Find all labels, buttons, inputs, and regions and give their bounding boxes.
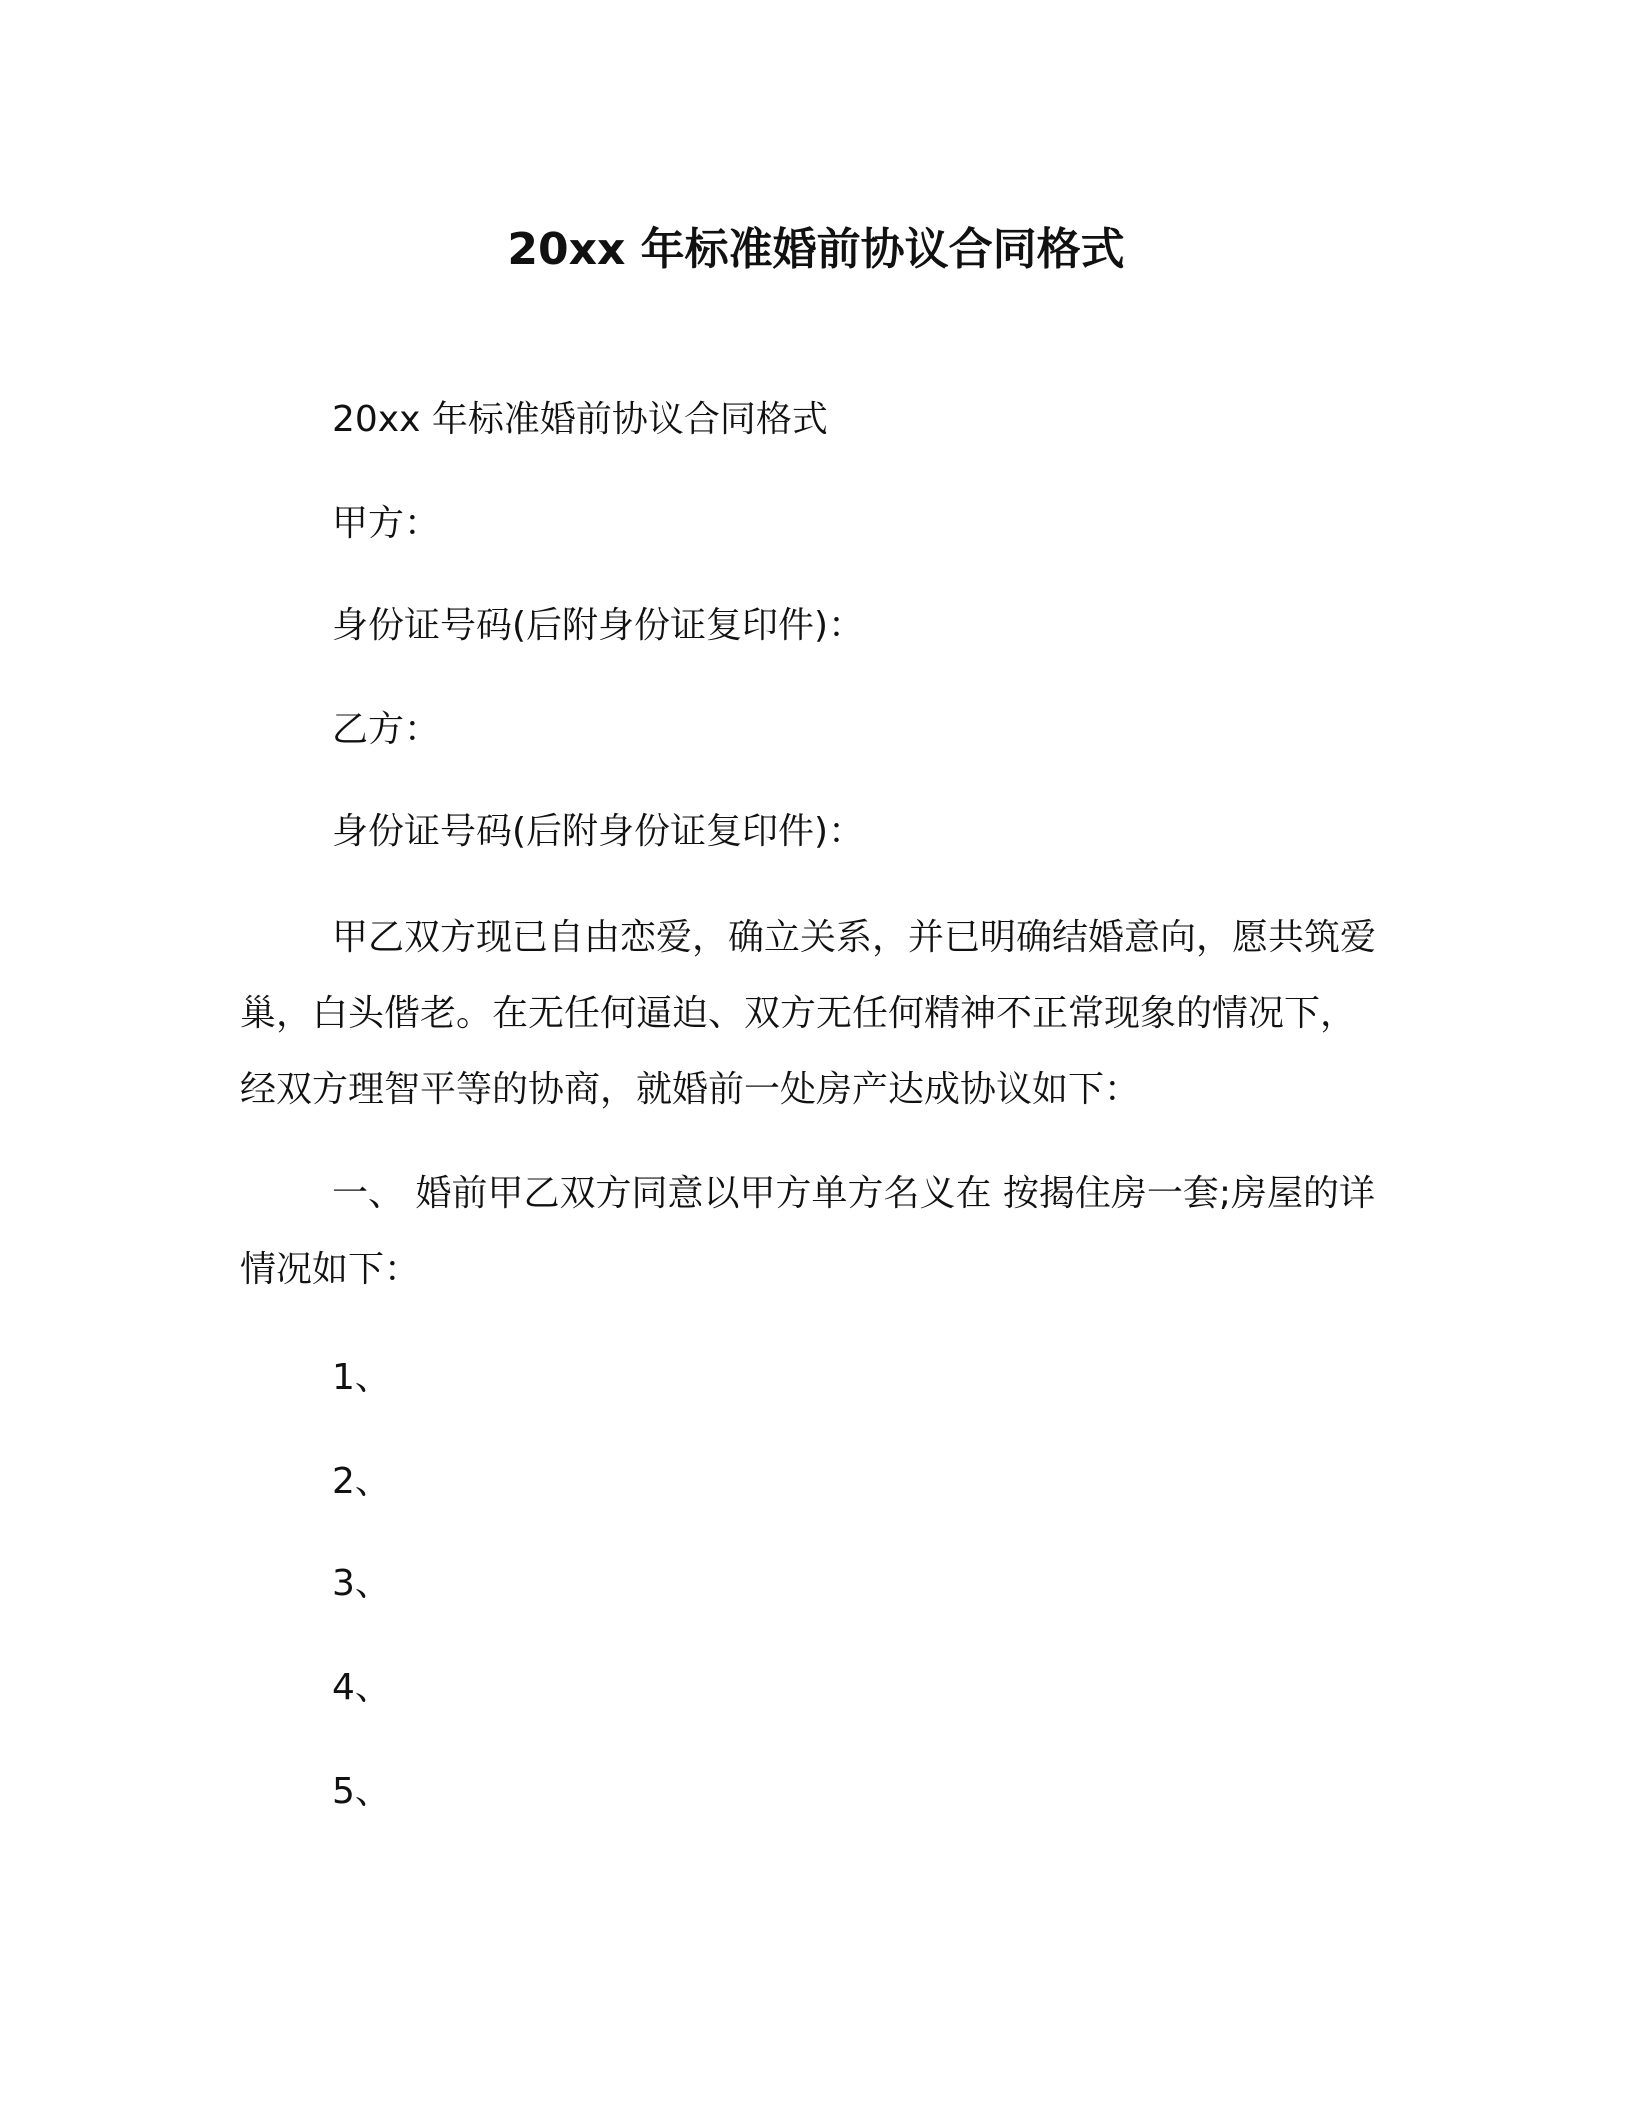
list-item: 1、 — [332, 1357, 391, 1398]
intro-paragraph: 甲乙双方现已自由恋爱，确立关系，并已明确结婚意向，愿共筑爱巢，白头偕老。在无任何逼迫、双方无任何精神不正常现象的情况下，经双方理智平等的协商，就婚前一处房产达成协议如下： — [240, 917, 1377, 1110]
party-a-label: 甲方： — [332, 503, 441, 544]
party-b-label: 乙方： — [332, 709, 441, 750]
party-a-id-label: 身份证号码(后附身份证复印件)： — [332, 605, 865, 646]
list-item: 4、 — [332, 1667, 391, 1708]
clause-one-paragraph: 一、 婚前甲乙双方同意以甲方单方名义在 按揭住房一套;房屋的详情况如下： — [240, 1173, 1376, 1290]
document-subtitle: 20xx 年标准婚前协议合同格式 — [332, 399, 828, 440]
party-b-id-label: 身份证号码(后附身份证复印件)： — [332, 811, 865, 852]
list-item: 2、 — [332, 1461, 391, 1502]
list-item: 5、 — [332, 1771, 391, 1812]
document-title: 20xx 年标准婚前协议合同格式 — [507, 224, 1125, 275]
list-item: 3、 — [332, 1563, 391, 1604]
